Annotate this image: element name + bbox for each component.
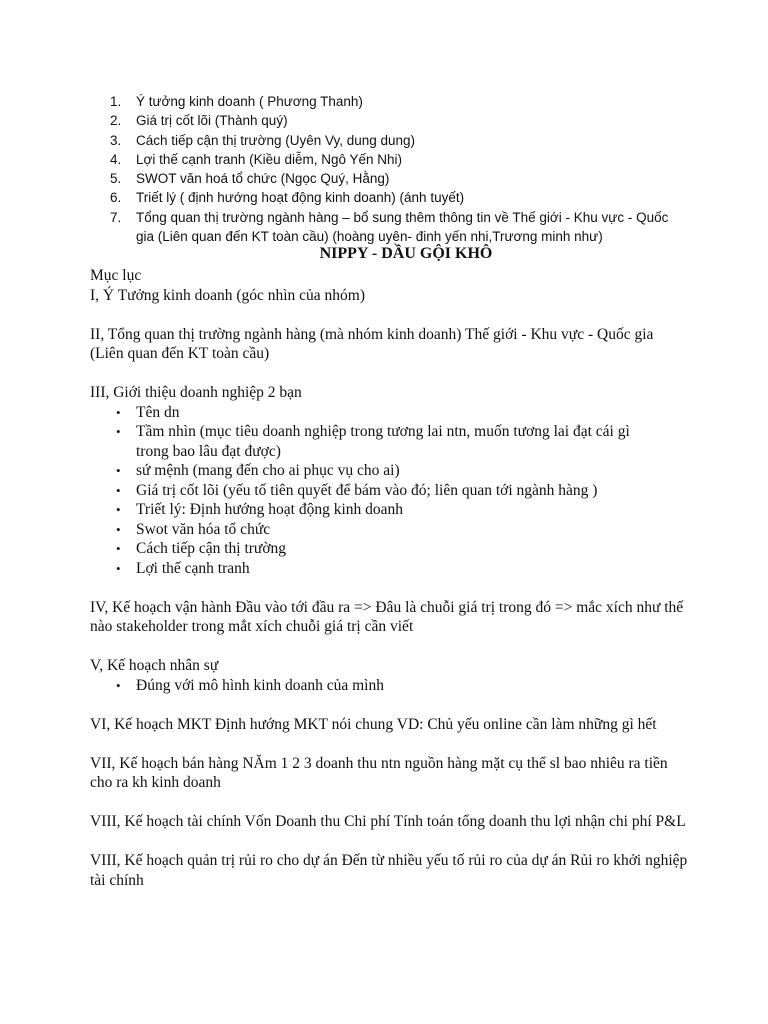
bullet-icon: • (116, 463, 121, 478)
task-text: SWOT văn hoá tổ chức (Ngọc Quý, Hằng) (136, 171, 390, 187)
list-item: • Swot văn hóa tổ chức (116, 520, 271, 538)
section-heading: VII, Kế hoạch bán hàng NĂm 1 2 3 doanh thu ntn nguồn hàng mặt cụ thể sl bao nhiêu ra tiền cho ra kh kinh doanh (90, 754, 668, 791)
task-text: Cách tiếp cận thị trường (Uyên Vy, dung dung) (136, 132, 416, 148)
task-text: Giá trị cốt lõi (Thành quý) (136, 113, 288, 129)
section-heading: VIII, Kế hoạch quản trị rủi ro cho dự án Đến từ nhiều yếu tố rủi ro của dự án Rủi ro khởi nghiệp tài chính (90, 852, 688, 889)
task-text: Ý tưởng kinh doanh ( Phương Thanh) (136, 94, 363, 109)
task-item: 1. Ý tưởng kinh doanh ( Phương Thanh) (110, 94, 363, 109)
section-heading: V, Kế hoạch nhân sự (90, 657, 219, 674)
section-heading: I, Ý Tưởng kinh doanh (góc nhìn của nhóm) (90, 286, 366, 304)
list-item: • Triết lý: Định hướng hoạt động kinh doanh (116, 501, 404, 518)
section-heading: VI, Kế hoạch MKT Định hướng MKT nói chung VD: Chủ yếu online cần làm những gì hết (90, 715, 657, 733)
task-item: 4. Lợi thế cạnh tranh (Kiều diễm, Ngô Yến Nhi) (110, 151, 402, 167)
section-heading: II, Tổng quan thị trường ngành hàng (mà nhóm kinh doanh) Thế giới - Khu vực - Quốc gia (Liên quan đến KT toàn cầu) (90, 325, 654, 362)
bullet-icon: • (116, 424, 121, 439)
task-item: 7. Tổng quan thị trường ngành hàng – bổ sung thêm thông tin về Thế giới - Khu vực - Quốc gia (Liên quan đến KT toàn cầu) (hoàng uyên- đinh yến nhi,Trương minh như) (110, 209, 669, 245)
task-item: 5. SWOT văn hoá tổ chức (Ngọc Quý, Hằng) (110, 171, 390, 187)
toc-label: Mục lục (90, 267, 142, 284)
list-item: • Giá trị cốt lõi (yếu tố tiên quyết để bám vào đó; liên quan tới ngành hàng ) (116, 481, 598, 499)
task-text: Triết lý ( định hướng hoạt động kinh doanh) (ánh tuyết) (136, 190, 465, 206)
list-item: • Tên dn (116, 403, 180, 421)
task-assignment-list (110, 92, 670, 246)
section-heading: VIII, Kế hoạch tài chính Vốn Doanh thu Chi phí Tính toán tổng doanh thu lợi nhận chi phí P&L (90, 813, 686, 830)
section-heading: III, Giới thiệu doanh nghiệp 2 bạn (90, 384, 302, 401)
bullet-icon: • (116, 541, 121, 556)
bullet-icon: • (116, 560, 121, 576)
task-text: Tổng quan thị trường ngành hàng – bổ sung thêm thông tin về Thế giới - Khu vực - Quốc gia (Liên quan đến KT toàn cầu) (hoàng uyên- đinh yến nhi,Trương minh như) (136, 209, 669, 245)
bullet-icon: • (116, 482, 121, 498)
task-item: 2. Giá trị cốt lõi (Thành quý) (110, 113, 288, 129)
document-body (90, 266, 690, 890)
bullet-icon: • (116, 404, 121, 420)
bullet-list (90, 676, 690, 696)
task-text: Lợi thế cạnh tranh (Kiều diễm, Ngô Yến Nhi) (136, 151, 402, 167)
list-item: • Tầm nhìn (mục tiêu doanh nghiệp trong tương lai ntn, muốn tương lai đạt cái gì trong bao lâu đạt được) (116, 423, 630, 460)
bullet-icon: • (116, 502, 121, 517)
list-item: • Cách tiếp cận thị trường (116, 540, 287, 557)
bullet-icon: • (116, 677, 121, 693)
bullet-icon: • (116, 521, 121, 537)
list-item: • Lợi thế cạnh tranh (116, 559, 250, 577)
document-title: NIPPY - DẦU GỘI KHÔ (319, 245, 493, 262)
section-heading: IV, Kế hoạch vận hành Đầu vào tới đầu ra => Đâu là chuỗi giá trị trong đó => mắc xích như thế nào stakeholder trong mắt xích chuỗi giá trị cần viết (90, 598, 684, 635)
list-item: • Đúng với mô hình kinh doanh của mình (116, 676, 384, 694)
task-item: 3. Cách tiếp cận thị trường (Uyên Vy, dung dung) (110, 132, 416, 148)
task-item: 6. Triết lý ( định hướng hoạt động kinh doanh) (ánh tuyết) (110, 190, 465, 206)
list-item: • sứ mệnh (mang đến cho ai phục vụ cho ai) (116, 462, 400, 479)
bullet-list (90, 403, 690, 579)
